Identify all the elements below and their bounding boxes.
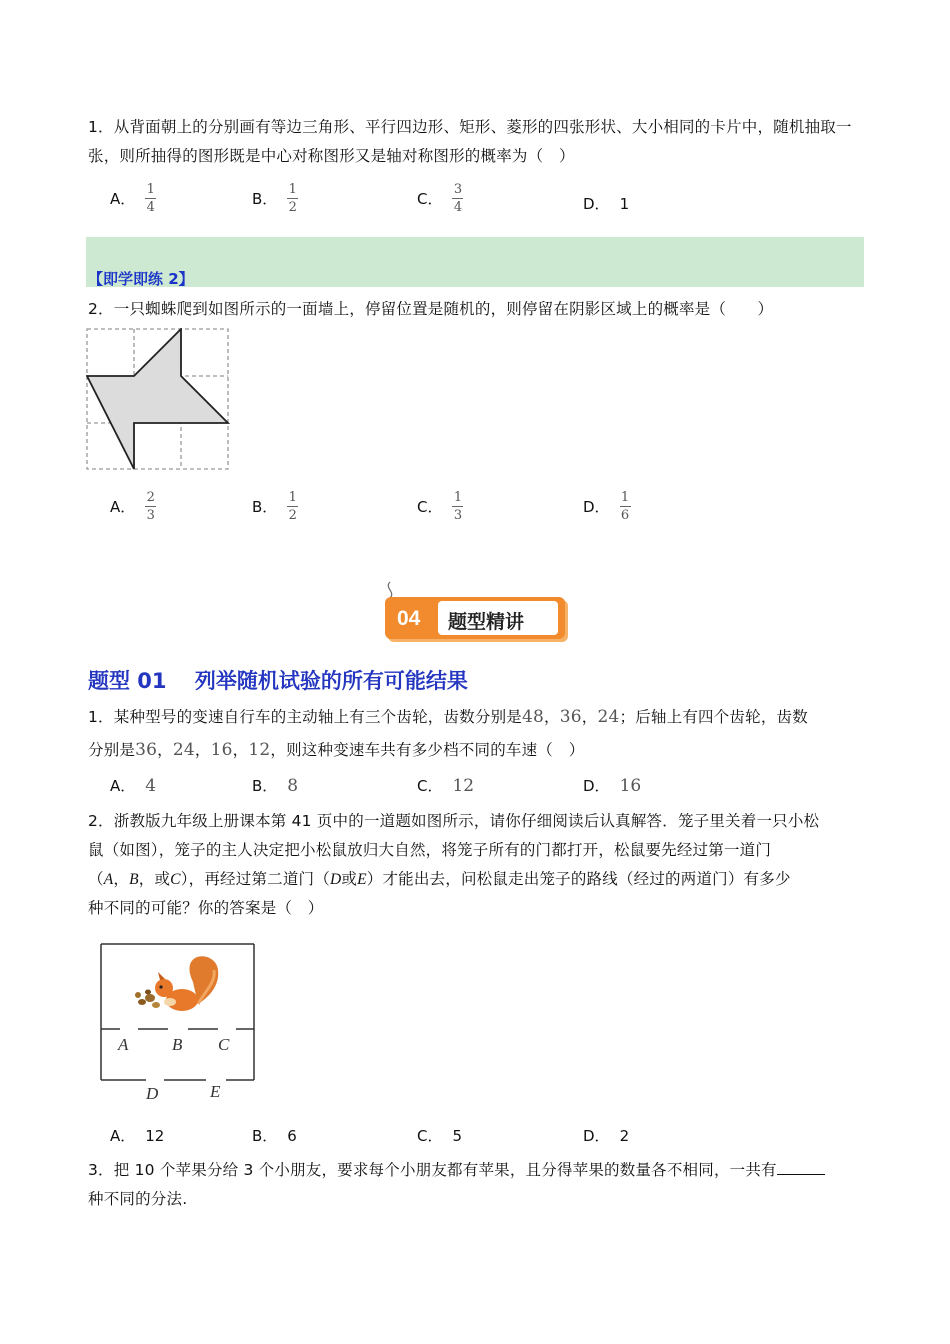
q2-option-b[interactable]: B． $\frac{1}{2}$ (252, 490, 297, 523)
door-d-label: D (146, 1084, 159, 1103)
type-question-1: 1．某种型号的变速自行车的主动轴上有三个齿轮，齿数分别是48，36，24；后轴上有四个齿轮，齿数 分别是36，24，16，12，则这种变速车共有多少档不同的车速（ ） (88, 707, 808, 760)
fraction: $\frac{1}{6}$ (620, 490, 630, 523)
q2-option-a[interactable]: A． $\frac{2}{3}$ (110, 490, 155, 523)
q2-option-c[interactable]: C． $\frac{1}{3}$ (417, 490, 463, 523)
door-c-label: C (218, 1035, 230, 1054)
star-grid-figure (86, 328, 230, 470)
question-number: 1． (88, 118, 114, 136)
squirrel-icon (135, 956, 218, 1011)
door-b-label: B (172, 1035, 183, 1054)
question-text: 从背面朝上的分别画有等边三角形、平行四边形、矩形、菱形的四张形状、大小相同的卡片中，随机抽取一张，则所抽得的图形既是中心对称图形又是轴对称图形的概率为（ ） (88, 118, 852, 165)
question-text: 一只蜘蛛爬到如图所示的一面墙上，停留位置是随机的，则停留在阴影区域上的概率是（ ） (113, 300, 774, 318)
q1-option-a[interactable]: A． $\frac{1}{4}$ (110, 182, 155, 215)
door-a-label: A (118, 1035, 129, 1054)
t1-option-b[interactable]: B． 8 (252, 775, 299, 796)
t2-option-a[interactable]: A． 12 (110, 1126, 165, 1145)
q1-option-d[interactable]: D． 1 (583, 194, 630, 213)
fraction: $\frac{2}{3}$ (146, 490, 155, 523)
t2-option-d[interactable]: D． 2 (583, 1126, 630, 1145)
type-question-3: 3．把 10 个苹果分给 3 个小朋友，要求每个小朋友都有苹果，且分得苹果的数量各不相同，一共有 种不同的分法. (88, 1156, 858, 1214)
shaded-star (87, 329, 228, 469)
question-number: 2． (88, 300, 114, 318)
t2-option-b[interactable]: B． 6 (252, 1126, 297, 1145)
q1-option-b[interactable]: B． $\frac{1}{2}$ (252, 182, 297, 215)
t2-option-c[interactable]: C． 5 (417, 1126, 463, 1145)
question-number: 2． (88, 812, 114, 830)
fraction: $\frac{1}{2}$ (288, 182, 297, 215)
fraction: $\frac{3}{4}$ (453, 182, 463, 215)
practice-bar (86, 237, 864, 287)
section-banner (382, 578, 572, 648)
q1-option-c[interactable]: C． $\frac{3}{4}$ (417, 182, 463, 215)
question-2 (88, 295, 858, 324)
banner-title: 题型精讲 (448, 611, 525, 633)
question-number: 3． (88, 1161, 114, 1179)
door-e-label: E (210, 1082, 221, 1101)
practice-label: 【即学即练 2】 (88, 270, 194, 288)
squirrel-cage-figure (98, 942, 258, 1104)
question-number: 1． (88, 708, 114, 726)
fraction: $\frac{1}{2}$ (288, 490, 297, 523)
t1-option-c[interactable]: C． 12 (417, 775, 475, 796)
question-1 (88, 113, 858, 171)
q2-option-d[interactable]: D． $\frac{1}{6}$ (583, 490, 630, 523)
fraction: $\frac{1}{4}$ (146, 182, 155, 215)
section-title: 题型 01 列举随机试验的所有可能结果 (88, 669, 468, 693)
type-question-2: 2．浙教版九年级上册课本第 41 页中的一道题如图所示，请你仔细阅读后认真解答．笼子里关着一只小松 鼠（如图），笼子的主人决定把小松鼠放归大自然，将笼子所有的门都打开，松鼠要先经过第一道门 （A，B，或C），再经过第二道门（D或E）才能出去，问松鼠走出笼子的路线（经过的两道门）有多少 种不同的可能？你的答案是（ ） (88, 812, 820, 917)
t1-option-d[interactable]: D． 16 (583, 775, 642, 796)
answer-blank[interactable] (777, 1158, 825, 1175)
banner-number: 04 (397, 607, 421, 630)
cage-outline (98, 942, 258, 1104)
t1-option-a[interactable]: A． 4 (110, 775, 157, 796)
fraction: $\frac{1}{3}$ (453, 490, 463, 523)
